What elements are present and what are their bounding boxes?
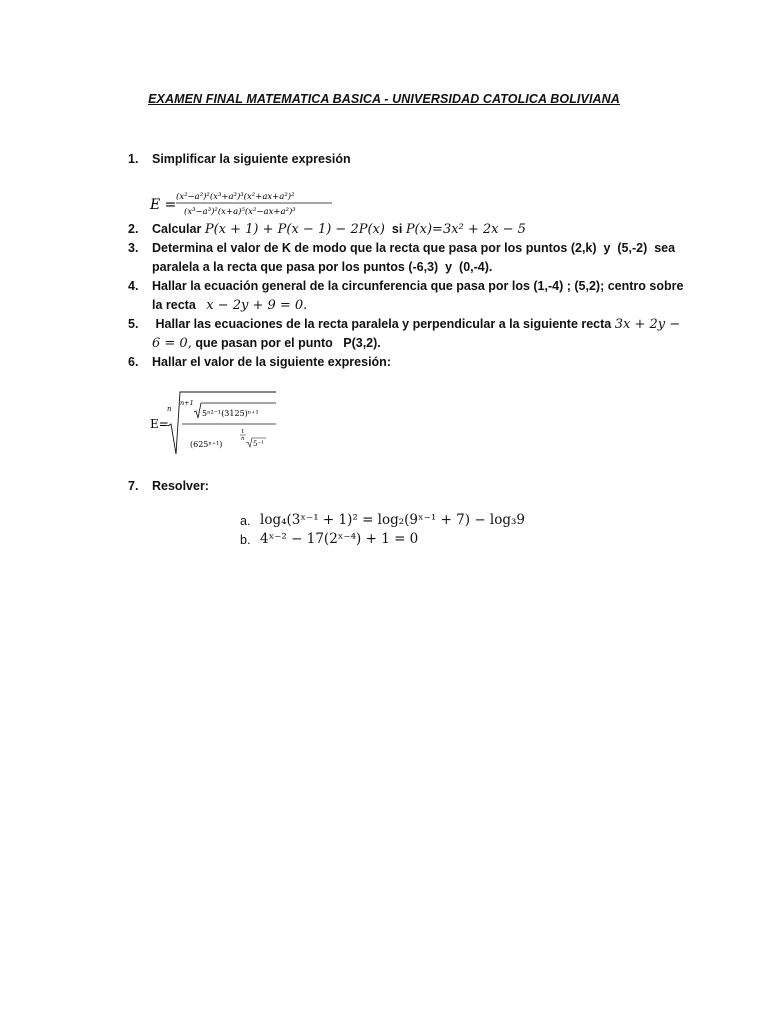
question-3 (128, 239, 688, 277)
sub-item-label: b. (240, 533, 251, 547)
question-2 (128, 220, 668, 239)
question-1 (128, 150, 668, 169)
question-text: Hallar el valor de la siguiente expresión: (152, 355, 391, 369)
sub-item-expression: log₄(3ˣ⁻¹ + 1)² = log₂(9ˣ⁻¹ + 7) − log₃9 (260, 512, 526, 528)
question-number: 2. (128, 222, 139, 236)
question-6 (128, 353, 668, 372)
question-number: 7. (128, 479, 139, 493)
question-line-equation: x − 2y + 9 = 0. (206, 298, 308, 313)
denominator-exponent-den: n (241, 436, 245, 442)
formula-6-denominator: (625ⁿ⁺¹) (190, 440, 223, 449)
question-si: si (391, 222, 403, 236)
question-equation: =3x² + 2x − 5 (432, 222, 526, 237)
question-number: 1. (128, 152, 139, 166)
question-number: 4. (128, 279, 139, 293)
question-line-2-equation: 6 = 0, (152, 336, 192, 351)
question-7 (128, 477, 668, 496)
question-line-1: Determina el valor de K de modo que la recta que pasa por los puntos (2,k) y (5,-2) sea (152, 241, 676, 255)
question-expression: P(x + 1) + P(x − 1) − 2P(x) (204, 222, 385, 237)
question-label: Calcular (152, 222, 202, 236)
question-line-1-equation: 3x + 2y − (614, 317, 681, 332)
formula-1-denominator: (x³−a³)²(x+a)⁵(x²−ax+a²)³ (184, 207, 296, 217)
question-text: Resolver: (152, 479, 209, 493)
question-number: 6. (128, 355, 139, 369)
question-line-2-text: la recta (152, 298, 196, 312)
formula-1-lhs: E = (150, 197, 177, 213)
denominator-exponent: 1 (241, 429, 245, 435)
formula-1-numerator: (x²−a²)²(x³+a³)³(x²+ax+a²)² (176, 192, 295, 202)
question-text: Simplificar la siguiente expresión (152, 152, 351, 166)
question-line-2-text: que pasan por el punto P(3,2). (191, 336, 381, 350)
outer-root-index: n (167, 405, 172, 413)
exam-title: EXAMEN FINAL MATEMATICA BASICA - UNIVERSIDAD CATOLICA BOLIVIANA (148, 92, 620, 106)
formula-1 (148, 186, 348, 220)
denominator-radicand: 5⁻¹ (253, 440, 264, 448)
question-line-1-text: Hallar las ecuaciones de la recta paralela y perpendicular a la siguiente recta (152, 317, 612, 331)
question-5 (128, 315, 688, 353)
question-expression-2: P(x) (405, 222, 433, 237)
question-4 (128, 277, 688, 315)
inner-radicand: 5ⁿ²⁻¹(3125)ⁿ⁺¹ (202, 409, 259, 418)
question-line-1: Hallar la ecuación general de la circunferencia que pasa por los (1,-4) ; (5,2); centro sobre (152, 279, 684, 293)
sub-item-label: a. (240, 514, 251, 528)
formula-6-lhs: E= (150, 417, 169, 431)
question-number: 5. (128, 317, 139, 331)
formula-6 (150, 388, 290, 460)
inner-root-index: n+1 (180, 399, 194, 407)
question-number: 3. (128, 241, 139, 255)
sub-item-expression: 4ˣ⁻² − 17(2ˣ⁻⁴) + 1 = 0 (260, 531, 419, 547)
question-line-2: paralela a la recta que pasa por los puntos (-6,3) y (0,-4). (152, 260, 493, 274)
